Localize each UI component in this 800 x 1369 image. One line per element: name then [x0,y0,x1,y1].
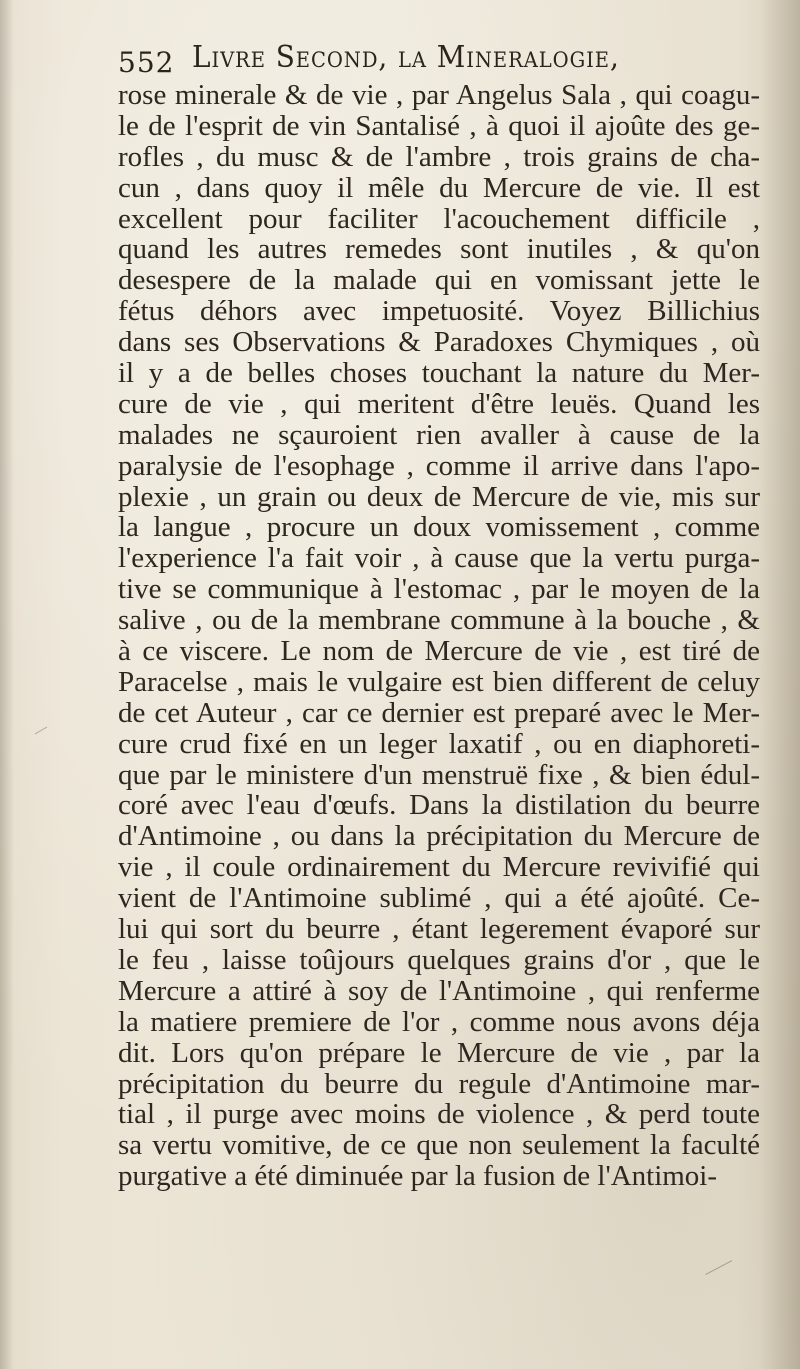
page-text [118,80,760,1192]
margin-mark [35,727,48,735]
ink-mark [698,1246,732,1275]
text-line: rofles , du musc & de l'ambre , trois grains de cha- [118,140,760,173]
text-line: plexie , un grain ou deux de Mercure de vie, mis sur [118,480,760,513]
text-line: vient de l'Antimoine sublimé , qui a été ajoûté. Ce- [118,882,760,915]
text-line: excellent pour faciliter l'acouchement difficile , [118,202,760,235]
text-line: tial , il purge avec moins de violence , & perd toute [118,1098,760,1131]
text-line: cun , dans quoy il mêle du Mercure de vie. Il est [118,171,760,204]
text-line: salive , ou de la membrane commune à la bouche , & [118,604,760,637]
text-line: vie , il coule ordinairement du Mercure revivifié qui [118,851,760,884]
text-line: paralysie de l'esophage , comme il arrive dans l'apo- [118,449,760,482]
text-line: quand les autres remedes sont inutiles , & qu'on [118,233,760,266]
text-line: à ce viscere. Le nom de Mercure de vie , est tiré de [118,635,760,668]
text-line: dans ses Observations & Paradoxes Chymiques , où [118,326,760,359]
text-line: Paracelse , mais le vulgaire est bien different de celuy [118,665,760,698]
text-line: cure de vie , qui meritent d'être leuës. Quand les [118,387,760,420]
text-line: rose minerale & de vie , par Angelus Sala , qui coagu- [118,79,760,111]
running-head: Livre Second, la Mineralogie, [192,40,620,75]
text-line: d'Antimoine , ou dans la précipitation du Mercure de [118,820,760,853]
page-number: 552 [118,46,175,79]
text-line: la langue , procure un doux vomissement , comme [118,511,760,544]
text-line: le feu , laisse toûjours quelques grains d'or , que le [118,943,760,976]
text-line: l'experience l'a fait voir , à cause que la vertu purga- [118,542,760,575]
text-line: coré avec l'eau d'œufs. Dans la distilation du beurre [118,789,760,822]
text-line: tive se communique à l'estomac , par le moyen de la [118,573,760,606]
text-line: fétus déhors avec impetuosité. Voyez Billichius [118,295,760,328]
text-line: malades ne sçauroient rien avaller à cause de la [118,418,760,451]
text-line: Mercure a attiré à soy de l'Antimoine , qui renferme [118,974,760,1007]
text-line: le de l'esprit de vin Santalisé , à quoi il ajoûte des ge- [118,109,760,142]
text-line: desespere de la malade qui en vomissant jette le [118,264,760,297]
text-line: cure crud fixé en un leger laxatif , ou en diaphoreti- [118,727,760,760]
text-line: purgative a été diminuée par la fusion de l'Antimoi- [118,1160,718,1193]
text-line: sa vertu vomitive, de ce que non seulement la faculté [118,1129,760,1162]
text-line: la matiere premiere de l'or , comme nous avons déja [118,1005,760,1038]
text-line: que par le ministere d'un menstruë fixe , & bien édul- [118,758,760,791]
text-line: dit. Lors qu'on prépare le Mercure de vie , par la [118,1036,760,1069]
text-line: de cet Auteur , car ce dernier est preparé avec le Mer- [118,696,760,729]
text-line: précipitation du beurre du regule d'Antimoine mar- [118,1067,760,1100]
text-line: il y a de belles choses touchant la nature du Mer- [118,357,760,390]
text-line: lui qui sort du beurre , étant legerement évaporé sur [118,913,760,946]
